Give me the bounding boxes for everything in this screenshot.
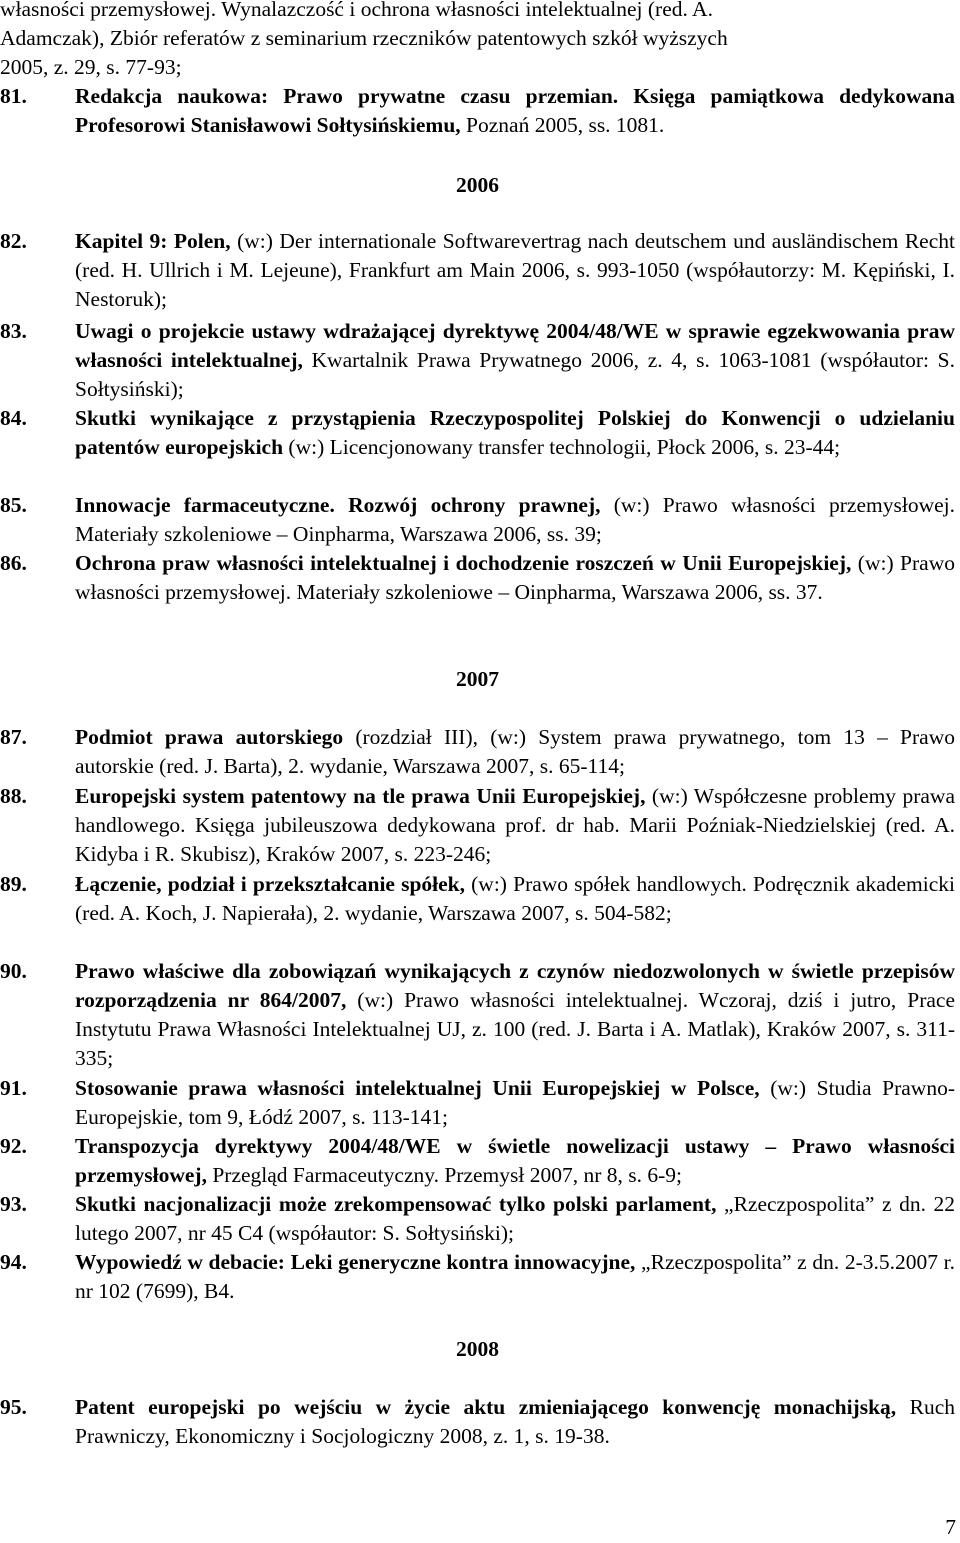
entry-details: (w:) Prawo własności przemysłowej. Materiały szkoleniowe – Oinpharma, Warszawa 2006, ss. 37. [75,551,955,604]
entry-details: (w:) Współczesne problemy prawa handlowego. Księga jubileuszowa dedykowana prof. dr hab. Marii Poźniak-Niedzielskiej (red. A. Kidyba i R. Skubisz), Kraków 2007, s. 223-246; [75,784,955,866]
entry-title: Innowacje farmaceutyczne. Rozwój ochrony prawnej, [75,493,601,517]
entry-details: Poznań 2005, ss. 1081. [460,113,665,137]
entry-number: 84. [0,406,27,430]
entry-title: Skutki nacjonalizacji może zrekompensować tylko polski parlament, [75,1192,717,1216]
entry-title: Redakcja naukowa: Prawo prywatne czasu przemian. Księga pamiątkowa dedykowana Profesorowi Stanisławowi Sołtysińskiemu, [75,84,955,137]
entry-details: (w:) Prawo własności przemysłowej. Materiały szkoleniowe – Oinpharma, Warszawa 2006, ss. 39; [75,493,955,546]
entry-number: 85. [0,493,27,517]
continuation-text [0,0,955,82]
entry-title: Stosowanie prawa własności intelektualnej Unii Europejskiej w Polsce, [75,1076,760,1100]
entry-details: „Rzeczpospolita” z dn. 2-3.5.2007 r. nr 102 (7699), B4. [75,1250,956,1303]
entry-details: (w:) Der internationale Softwarevertrag nach deutschem und ausländischem Recht (red. H. Ullrich i M. Lejeune), Frankfurt am Main 2006, s. 993-1050 (współautorzy: M. Kępiński, I. Nestoruk); [75,229,955,311]
entry-title: Łączenie, podział i przekształcanie spółek, [75,872,466,896]
entry-number: 86. [0,551,27,575]
entry-number: 89. [0,872,27,896]
entry-number: 83. [0,319,27,343]
entry-title: Uwagi o projekcie ustawy wdrażającej dyrektywę 2004/48/WE w sprawie egzekwowania praw własności intelektualnej, [75,319,955,372]
entry-title: Europejski system patentowy na tle prawa Unii Europejskiej, [75,784,646,808]
entry-number: 81. [0,84,27,108]
entry-number: 87. [0,725,27,749]
entry-details: (w:) Studia Prawno-Europejskie, tom 9, Łódź 2007, s. 113-141; [75,1076,955,1129]
entry-number: 90. [0,959,27,983]
year-heading: 2007 [456,667,499,691]
continuation-line: Adamczak), Zbiór referatów z seminarium rzeczników patentowych szkół wyższych [0,26,728,50]
entry-title: Skutki wynikające z przystąpienia Rzeczypospolitej Polskiej do Konwencji o udzielaniu patentów europejskich [75,406,955,459]
entry-details: Kwartalnik Prawa Prywatnego 2006, z. 4, s. 1063-1081 (współautor: S. Sołtysiński); [75,348,955,401]
entry-details: (w:) Prawo spółek handlowych. Podręcznik akademicki (red. A. Koch, J. Napierała), 2. wydanie, Warszawa 2007, s. 504-582; [75,872,955,925]
entry-details: (w:) Licencjonowany transfer technologii, Płock 2006, s. 23-44; [283,435,841,459]
entry-details: (rozdział III), (w:) System prawa prywatnego, tom 13 – Prawo autorskie (red. J. Barta), 2. wydanie, Warszawa 2007, s. 65-114; [75,725,955,778]
entry-details: „Rzeczpospolita” z dn. 22 lutego 2007, nr 45 C4 (współautor: S. Sołtysiński); [75,1192,955,1245]
entry-details: Przegląd Farmaceutyczny. Przemysł 2007, nr 8, s. 6-9; [206,1163,683,1187]
continuation-line: własności przemysłowej. Wynalazczość i ochrona własności intelektualnej (red. A. [0,0,713,21]
year-heading: 2008 [456,1337,499,1361]
continuation-line: 2005, z. 29, s. 77-93; [0,55,182,79]
entry-number: 93. [0,1192,27,1216]
entry-details: (w:) Prawo własności intelektualnej. Wczoraj, dziś i jutro, Prace Instytutu Prawa Własności Intelektualnej UJ, z. 100 (red. J. Barta i A. Matlak), Kraków 2007, s. 311-335; [75,988,955,1070]
entry-title: Transpozycja dyrektywy 2004/48/WE w świetle nowelizacji ustawy – Prawo własności przemysłowej, [75,1134,955,1187]
entry-number: 88. [0,784,27,808]
year-heading: 2006 [456,173,499,197]
entry-title: Ochrona praw własności intelektualnej i dochodzenie roszczeń w Unii Europejskiej, [75,551,852,575]
entry-number: 82. [0,229,27,253]
entry-number: 91. [0,1076,27,1100]
entry-title: Podmiot prawa autorskiego [75,725,344,749]
entry-title: Wypowiedź w debacie: Leki generyczne kontra innowacyjne, [75,1250,636,1274]
entry-number: 95. [0,1395,27,1419]
entry-title: Prawo właściwe dla zobowiązań wynikających z czynów niedozwolonych w świetle przepisów rozporządzenia nr 864/2007, [75,959,955,1012]
entry-number: 94. [0,1250,27,1274]
entry-title: Patent europejski po wejściu w życie aktu zmieniającego konwencję monachijską, [75,1395,897,1419]
entry-number: 92. [0,1134,27,1158]
entry-title: Kapitel 9: Polen, [75,229,231,253]
entry-details: Ruch Prawniczy, Ekonomiczny i Socjologiczny 2008, z. 1, s. 19-38. [75,1395,955,1448]
page-number: 7 [945,1515,956,1539]
